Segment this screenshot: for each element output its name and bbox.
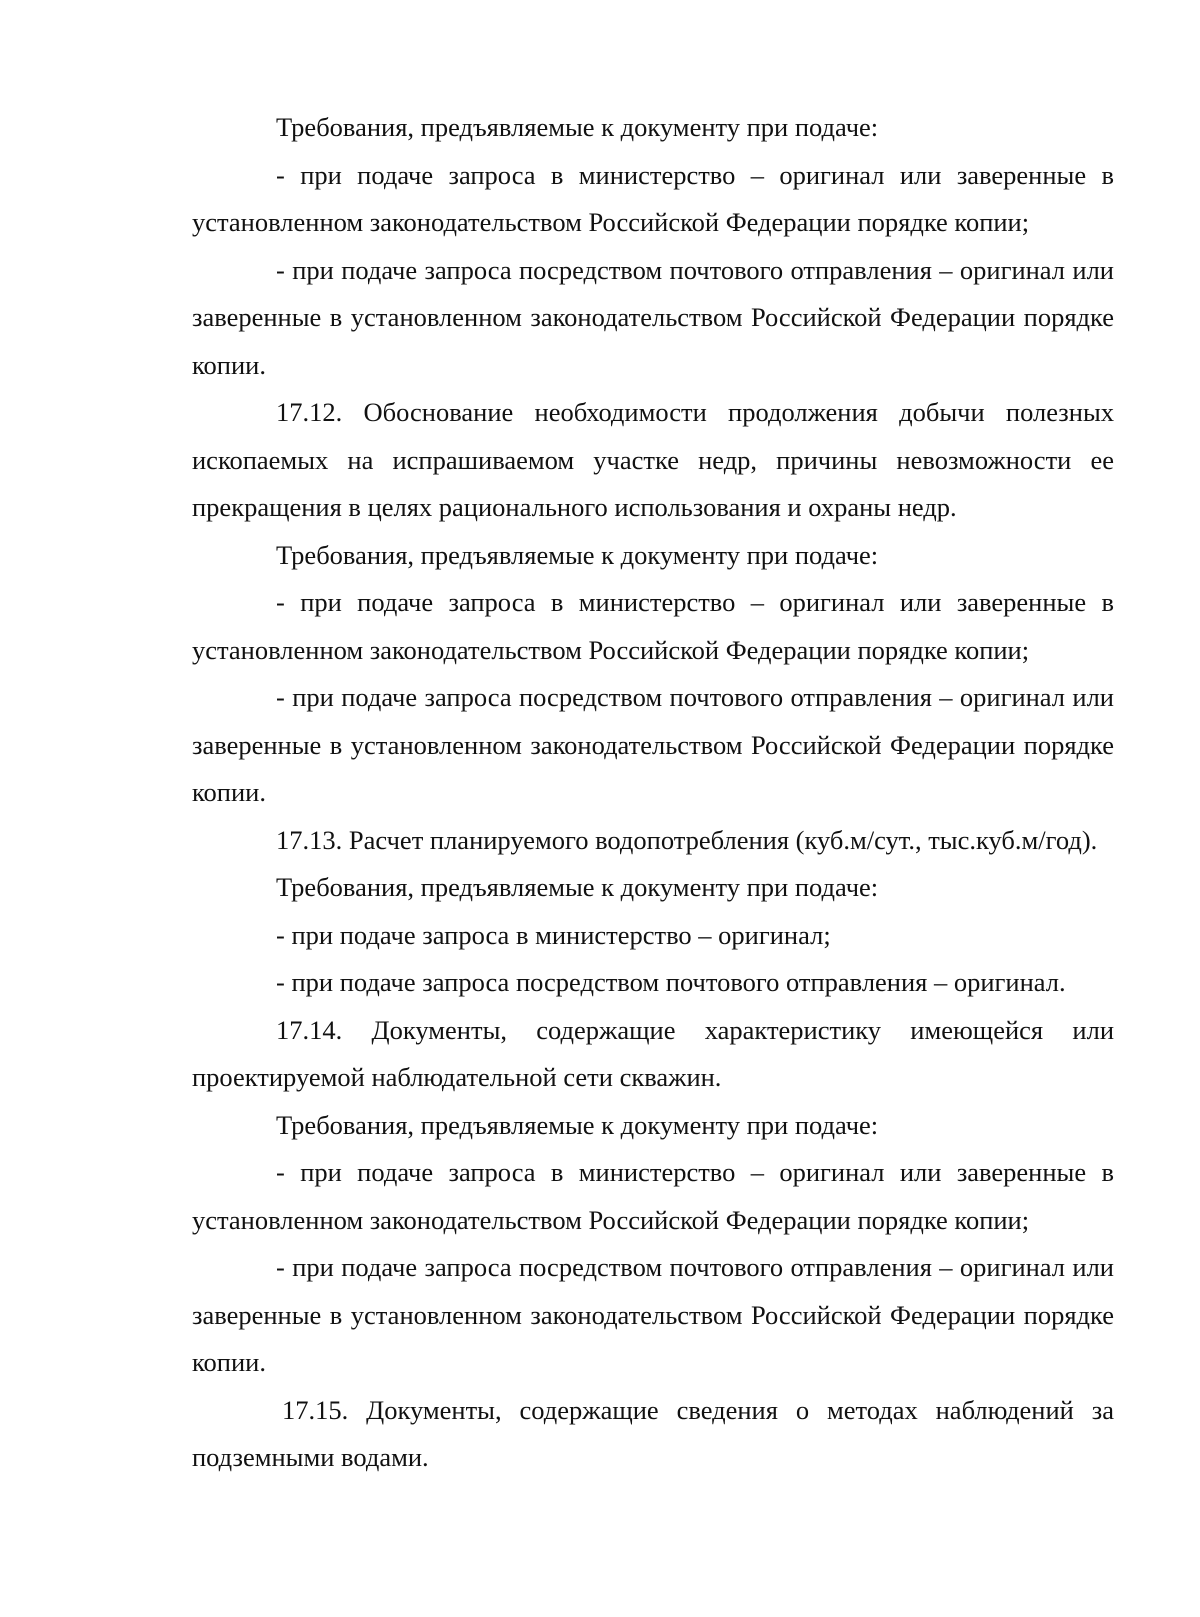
paragraph-postal-submission: - при подаче запроса посредством почтового отправления – оригинал. [276, 967, 1066, 997]
paragraph-postal-submission: - при подаче запроса посредством почтового отправления – оригинал или заверенные в установленном законодательством Российской Федерации порядке копии. [192, 254, 1114, 380]
paragraph-item-17-14: 17.14. Документы, содержащие характеристику имеющейся или проектируемой наблюдательной сети скважин. [192, 1014, 1114, 1092]
paragraph-item-17-13: 17.13. Расчет планируемого водопотребления (куб.м/сут., тыс.куб.м/год). [276, 824, 1098, 855]
paragraph-postal-submission: - при подаче запроса посредством почтового отправления – оригинал или заверенные в установленном законодательством Российской Федерации порядке копии. [192, 682, 1114, 807]
paragraph-ministry-submission: - при подаче запроса в министерство – оригинал; [276, 919, 831, 950]
paragraph-ministry-submission: - при подаче запроса в министерство – оригинал или заверенные в установленном законодательством Российской Федерации порядке копии; [192, 587, 1114, 665]
paragraph-item-17-12: 17.12. Обоснование необходимости продолжения добычи полезных ископаемых на испрашиваемом участке недр, причины невозможности ее прекращения в целях рационального использования и охраны недр. [192, 397, 1114, 522]
paragraph-requirements-heading: Требования, предъявляемые к документу при подаче: [276, 539, 879, 570]
paragraph-requirements-heading: Требования, предъявляемые к документу при подаче: [276, 112, 879, 142]
document-body [192, 104, 1114, 1482]
paragraph-requirements-heading: Требования, предъявляемые к документу при подаче: [276, 1109, 879, 1140]
paragraph-ministry-submission: - при подаче запроса в министерство – оригинал или заверенные в установленном законодательством Российской Федерации порядке копии; [192, 1157, 1114, 1235]
paragraph-postal-submission: - при подаче запроса посредством почтового отправления – оригинал или заверенные в установленном законодательством Российской Федерации порядке копии. [192, 1252, 1114, 1377]
paragraph-item-17-15: 17.15. Документы, содержащие сведения о методах наблюдений за подземными водами. [192, 1394, 1114, 1472]
paragraph-requirements-heading: Требования, предъявляемые к документу при подаче: [276, 872, 879, 902]
paragraph-ministry-submission: - при подаче запроса в министерство – оригинал или заверенные в установленном законодательством Российской Федерации порядке копии; [192, 159, 1114, 237]
